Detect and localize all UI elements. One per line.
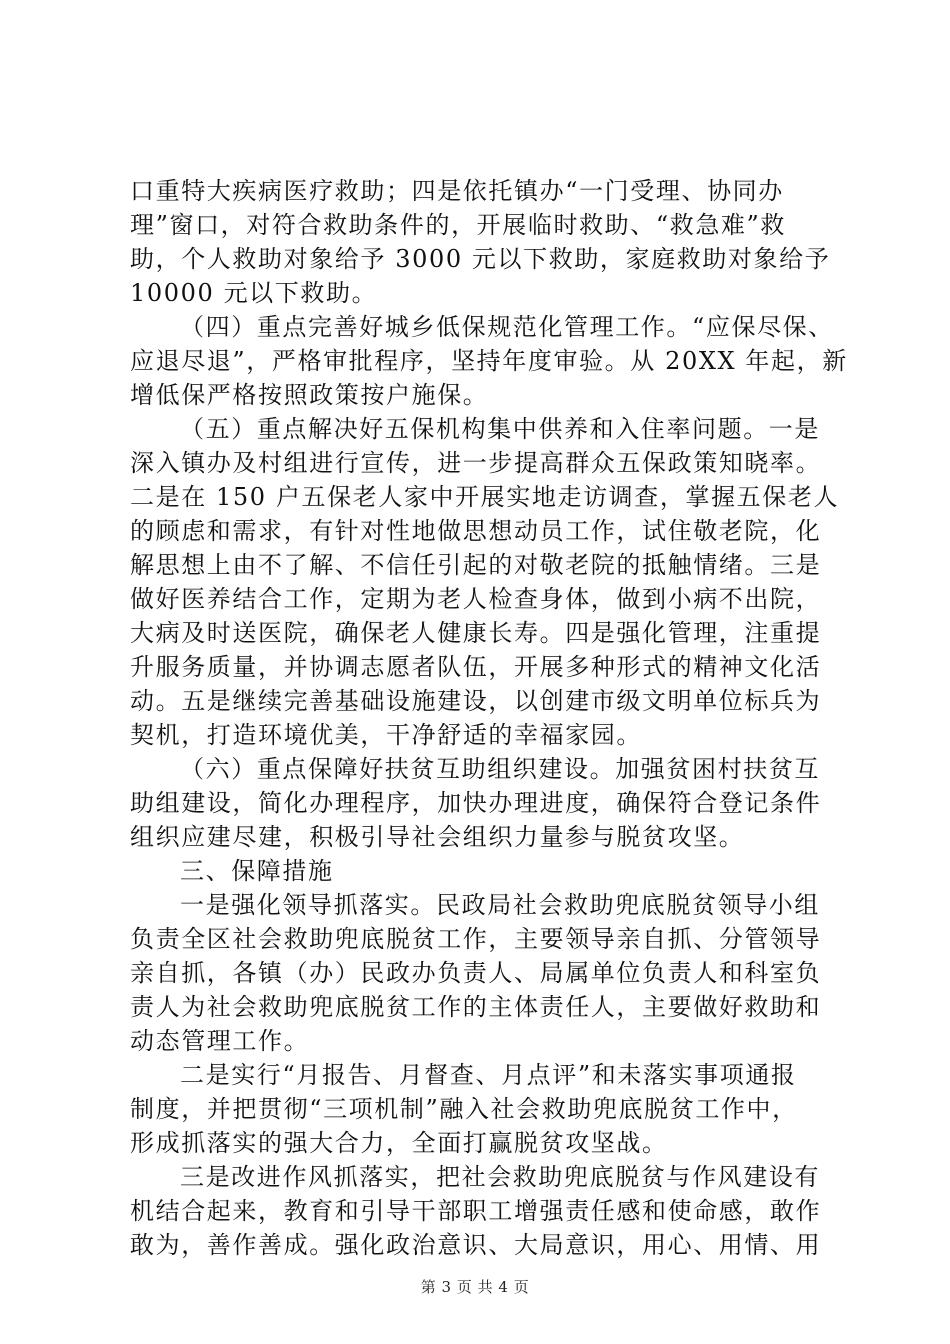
text-line: 负责全区社会救助兜底脱贫工作，主要领导亲自抓、分管领导 xyxy=(130,925,822,953)
text-line: 助，个人救助对象给予 3000 元以下救助，家庭救助对象给予 xyxy=(130,245,831,273)
body-text xyxy=(130,174,848,1262)
text-line: 形成抓落实的强大合力，全面打赢脱贫攻坚战。 xyxy=(130,1129,668,1157)
paragraph-start-line: （五）重点解决好五保机构集中供养和入住率问题。一是 xyxy=(180,415,820,443)
text-line: 助组建设，简化办理程序，加快办理进度，确保符合登记条件 xyxy=(130,789,822,817)
text-line: 动态管理工作。 xyxy=(130,1027,310,1055)
text-line: 升服务质量，并协调志愿者队伍，开展多种形式的精神文化活 xyxy=(130,653,822,681)
paragraph-start-line: 三是改进作风抓落实，把社会救助兜底脱贫与作风建设有 xyxy=(180,1163,820,1191)
text-line: 增低保严格按照政策按户施保。 xyxy=(130,381,489,409)
text-line: 制度，并把贯彻“三项机制”融入社会救助兜底脱贫工作中， xyxy=(130,1095,798,1123)
text-line: 理”窗口，对符合救助条件的，开展临时救助、“救急难”救 xyxy=(130,211,787,239)
text-line: 深入镇办及村组进行宣传，进一步提高群众五保政策知晓率。 xyxy=(130,449,822,477)
text-line: 动。五是继续完善基础设施建设，以创建市级文明单位标兵为 xyxy=(130,687,822,715)
text-line: 的顾虑和需求，有针对性地做思想动员工作，试住敬老院，化 xyxy=(130,517,822,545)
text-line: 敢为，善作善成。强化政治意识、大局意识，用心、用情、用 xyxy=(130,1231,822,1259)
page-number-label: 第 3 页 共 4 页 xyxy=(420,1278,530,1296)
text-line: 机结合起来，教育和引导干部职工增强责任感和使命感，敢作 xyxy=(130,1197,822,1225)
paragraph-start-line: 一是强化领导抓落实。民政局社会救助兜底脱贫领导小组 xyxy=(180,891,820,919)
text-line: 解思想上由不了解、不信任引起的对敬老院的抵触情绪。三是 xyxy=(130,551,822,579)
text-line: 10000 元以下救助。 xyxy=(130,279,378,307)
paragraph-start-line: （四）重点完善好城乡低保规范化管理工作。“应保尽保、 xyxy=(180,313,834,341)
text-line: 口重特大疾病医疗救助；四是依托镇办“一门受理、协同办 xyxy=(130,177,784,205)
paragraph-start-line: （六）重点保障好扶贫互助组织建设。加强贫困村扶贫互 xyxy=(180,755,820,783)
text-line: 做好医养结合工作，定期为老人检查身体，做到小病不出院， xyxy=(130,585,822,613)
text-line: 应退尽退”，严格审批程序，坚持年度审验。从 20XX 年起，新 xyxy=(130,347,848,375)
text-line: 亲自抓，各镇（办）民政办负责人、局属单位负责人和科室负 xyxy=(130,959,822,987)
section-heading: 三、保障措施 xyxy=(180,857,334,885)
text-line: 契机，打造环境优美，干净舒适的幸福家园。 xyxy=(130,721,642,749)
text-line: 组织应建尽建，积极引导社会组织力量参与脱贫攻坚。 xyxy=(130,823,745,851)
text-line: 大病及时送医院，确保老人健康长寿。四是强化管理，注重提 xyxy=(130,619,822,647)
text-line: 二是在 150 户五保老人家中开展实地走访调查，掌握五保老人 xyxy=(130,483,840,511)
page-footer xyxy=(0,1276,950,1297)
paragraph-start-line: 二是实行“月报告、月督查、月点评”和未落实事项通报 xyxy=(180,1061,797,1089)
text-line: 责人为社会救助兜底脱贫工作的主体责任人，主要做好救助和 xyxy=(130,993,822,1021)
